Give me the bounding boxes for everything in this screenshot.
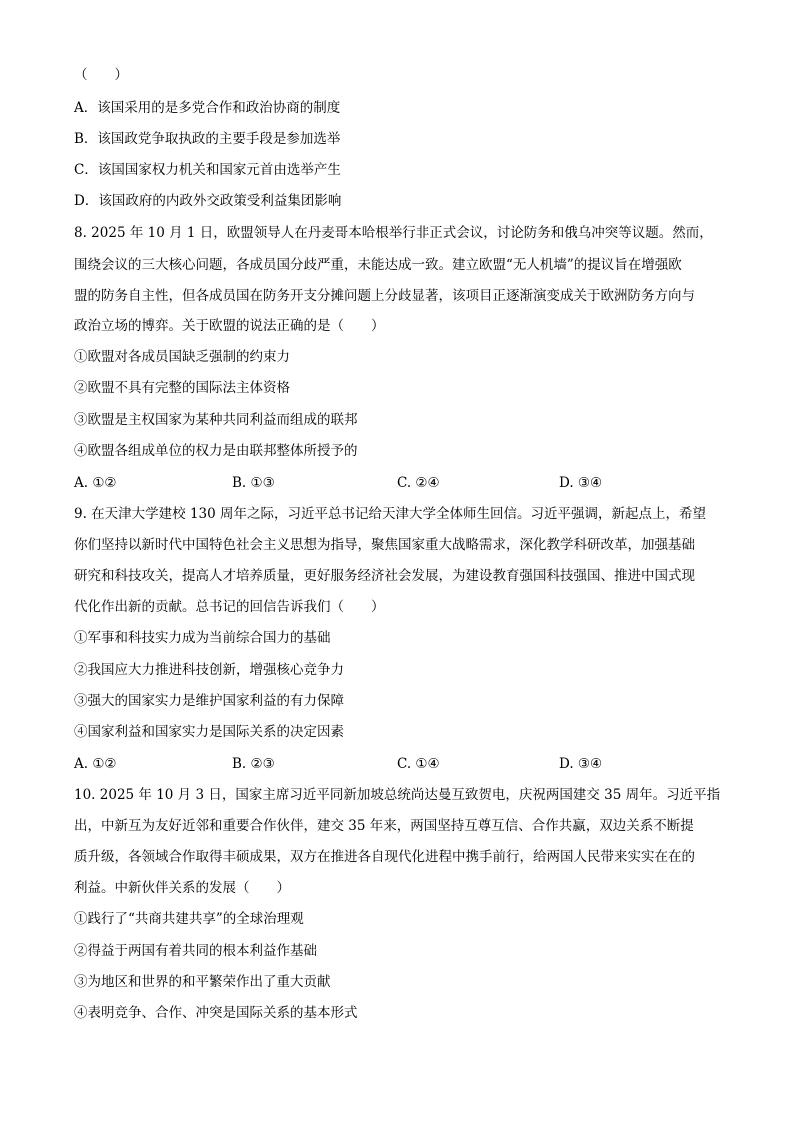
q7-option-c: C．该国国家权力机关和国家元首由选举产生 [74,162,341,178]
q10-item: ④表明竞争、合作、冲突是国际关系的基本形式 [74,1005,358,1021]
q8-stem-line: 盟的防务自主性，但各成员国在防务开支分摊问题上分歧显著，该项目正逐渐演变成关于欧洲防务方向与 [74,288,695,304]
q8-stem-line: 围绕会议的三大核心问题，各成员国分歧严重，未能达成一致。建立欧盟“无人机墙”的提议旨在增强欧 [74,257,682,273]
q7-option-a: A．该国采用的是多党合作和政治协商的制度 [74,100,341,116]
q7-option-d: D．该国政府的内政外交政策受利益集团影响 [74,193,342,209]
q9-choice-b: B. ②③ [232,756,275,772]
q9-item: ①军事和科技实力成为当前综合国力的基础 [74,630,331,646]
q10-item: ②得益于两国有着共同的根本利益作基础 [74,943,317,959]
q8-choice-a: A. ①② [74,475,117,491]
q9-stem-line: 9. 在天津大学建校 130 周年之际，习近平总书记给天津大学全体师生回信。习近平强调，新起点上，希望 [74,506,707,522]
q7-option-b: B．该国政党争取执政的主要手段是参加选举 [74,131,341,147]
q9-item: ③强大的国家实力是维护国家利益的有力保障 [74,693,344,709]
q9-stem-line: 研究和科技攻关，提高人才培养质量，更好服务经济社会发展，为建设教育强国科技强国、推进中国式现 [74,568,695,584]
q9-choice-a: A. ①② [74,756,117,772]
q8-choice-c: C. ②④ [397,475,440,491]
q8-item: ①欧盟对各成员国缺乏强制的约束力 [74,349,290,365]
q8-choice-b: B. ①③ [232,475,275,491]
q9-choice-d: D. ③④ [559,756,603,772]
q8-stem-line: 政治立场的博弈。关于欧盟的说法正确的是（ ） [74,318,385,334]
q7-blank: （ ） [74,67,128,83]
q9-stem-line: 代化作出新的贡献。总书记的回信告诉我们（ ） [74,599,385,615]
q8-choice-d: D. ③④ [559,475,603,491]
q10-item: ①践行了“共商共建共享”的全球治理观 [74,911,304,927]
q8-item: ②欧盟不具有完整的国际法主体资格 [74,380,290,396]
q8-item: ③欧盟是主权国家为某种共同利益而组成的联邦 [74,412,358,428]
q10-stem-line: 质升级，各领域合作取得丰硕成果，双方在推进各自现代化进程中携手前行，给两国人民带来实实在在的 [74,849,695,865]
q10-stem-line: 利益。中新伙伴关系的发展（ ） [74,880,290,896]
q9-choices [74,754,724,774]
q10-stem-line: 出，中新互为友好近邻和重要合作伙伴，建交 35 年来，两国坚持互尊互信、合作共赢，双边关系不断提 [74,818,694,834]
q9-item: ②我国应大力推进科技创新，增强核心竞争力 [74,662,344,678]
q10-item: ③为地区和世界的和平繁荣作出了重大贡献 [74,974,331,990]
q8-choices [74,473,724,493]
q9-stem-line: 你们坚持以新时代中国特色社会主义思想为指导，聚焦国家重大战略需求，深化教学科研改革，加强基础 [74,537,695,553]
q10-stem-line: 10. 2025 年 10 月 3 日，国家主席习近平同新加坡总统尚达曼互致贺电，庆祝两国建交 35 周年。习近平指 [74,787,721,803]
q8-stem-line: 8. 2025 年 10 月 1 日，欧盟领导人在丹麦哥本哈根举行非正式会议，讨论防务和俄乌冲突等议题。然而， [74,225,713,241]
q9-choice-c: C. ①④ [397,756,440,772]
q9-item: ④国家利益和国家实力是国际关系的决定因素 [74,724,344,740]
q8-item: ④欧盟各组成单位的权力是由联邦整体所授予的 [74,443,358,459]
